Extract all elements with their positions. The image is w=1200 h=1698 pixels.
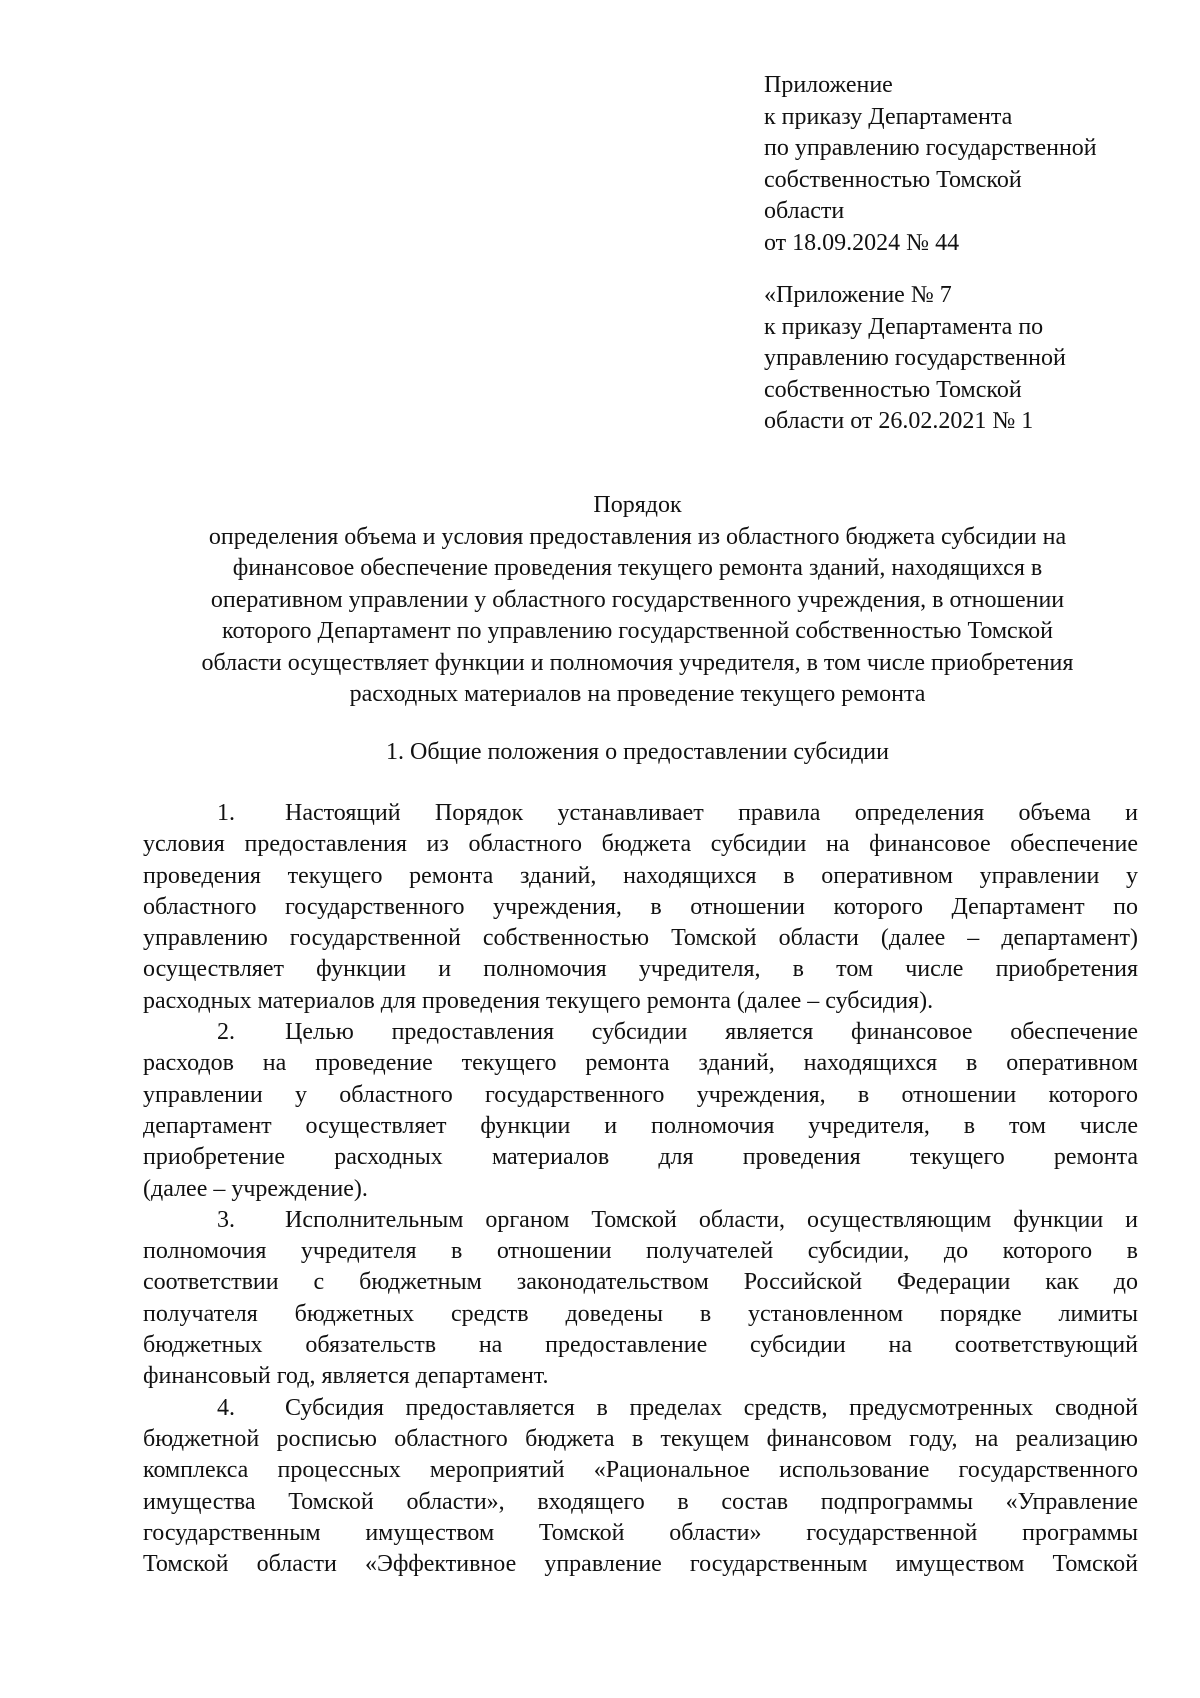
paragraph-3	[143, 1205, 1138, 1393]
paragraph-line: приобретение расходных материалов для проведения текущего ремонта	[143, 1144, 1138, 1171]
section-heading: 1. Общие положения о предоставлении субсидии	[386, 739, 889, 765]
paragraph-line: условия предоставления из областного бюджета субсидии на финансовое обеспечение	[143, 831, 1138, 858]
paragraph-line: полномочия учредителя в отношении получателей субсидии, до которого в	[143, 1238, 1138, 1265]
appendix-line: от 18.09.2024 № 44	[764, 229, 960, 256]
paragraph-line: проведения текущего ремонта зданий, находящихся в оперативном управлении у	[143, 862, 1138, 889]
paragraph-line: финансовый год, является департамент.	[143, 1363, 549, 1390]
appendix-line: собственностью Томской	[764, 166, 1022, 193]
paragraph-line: расходных материалов для проведения текущего ремонта (далее – субсидия).	[143, 987, 934, 1014]
paragraph-line: соответствии с бюджетным законодательством Российской Федерации как до	[143, 1269, 1138, 1296]
title-line: области осуществляет функции и полномочия учредителя, в том числе приобретения	[201, 649, 1074, 676]
paragraph-line: (далее – учреждение).	[143, 1175, 368, 1202]
title-line: финансовое обеспечение проведения текущего ремонта зданий, находящихся в	[232, 555, 1043, 581]
paragraph-number: 3.	[217, 1206, 235, 1233]
paragraph-line: областного государственного учреждения, в отношении которого Департамент по	[143, 893, 1138, 920]
paragraph-line: расходов на проведение текущего ремонта зданий, находящихся в оперативном	[143, 1050, 1138, 1077]
appendix-note-current-order	[764, 70, 1174, 259]
paragraph-line: управлении у областного государственного учреждения, в отношении которого	[143, 1081, 1138, 1108]
paragraph-line: государственным имуществом Томской области» государственной программы	[143, 1519, 1138, 1546]
appendix-line: «Приложение № 7	[764, 282, 952, 308]
title-line: оперативном управлении у областного государственного учреждения, в отношении	[210, 586, 1065, 613]
paragraph-number: 2.	[217, 1019, 235, 1046]
paragraph-line: Исполнительным органом Томской области, осуществляющим функции и	[285, 1206, 1138, 1233]
paragraph-line: имущества Томской области», входящего в состав подпрограммы «Управление	[143, 1488, 1138, 1515]
title-line: определения объема и условия предоставления из областного бюджета субсидии на	[208, 523, 1067, 550]
paragraph-1	[143, 798, 1138, 1017]
appendix-line: Приложение	[764, 72, 893, 98]
paragraph-4	[143, 1393, 1138, 1581]
paragraph-line: Субсидия предоставляется в пределах средств, предусмотренных сводной	[285, 1394, 1138, 1421]
title-line: которого Департамент по управлению государственной собственностью Томской	[222, 618, 1053, 644]
paragraph-line: бюджетной росписью областного бюджета в текущем финансовом году, на реализацию	[143, 1425, 1138, 1452]
paragraph-line: бюджетных обязательств на предоставление субсидии на соответствующий	[143, 1332, 1138, 1359]
paragraph-line: комплекса процессных мероприятий «Рациональное использование государственного	[143, 1457, 1138, 1484]
appendix-line: по управлению государственной	[764, 135, 1097, 161]
paragraph-line: управлению государственной собственностью Томской области (далее – департамент)	[143, 925, 1138, 952]
appendix-line: собственностью Томской	[764, 376, 1022, 403]
paragraph-line: департамент осуществляет функции и полномочия учредителя, в том числе	[143, 1112, 1138, 1139]
document-title	[140, 490, 1135, 711]
paragraph-number: 1.	[217, 800, 235, 826]
appendix-line: к приказу Департамента по	[764, 313, 1044, 340]
appendix-line: области от 26.02.2021 № 1	[764, 408, 1034, 434]
appendix-line: к приказу Департамента	[764, 103, 1013, 130]
paragraph-line: осуществляет функции и полномочия учредителя, в том числе приобретения	[143, 956, 1138, 983]
paragraph-line: Целью предоставления субсидии является финансовое обеспечение	[285, 1019, 1138, 1046]
paragraph-line: получателя бюджетных средств доведены в установленном порядке лимиты	[143, 1300, 1138, 1327]
appendix-note-original-order	[764, 280, 1174, 438]
paragraph-line: Настоящий Порядок устанавливает правила определения объема и	[285, 800, 1138, 826]
title-line: расходных материалов на проведение текущего ремонта	[349, 681, 926, 707]
appendix-line: управлению государственной	[764, 345, 1066, 371]
paragraph-2	[143, 1017, 1138, 1205]
paragraph-number: 4.	[217, 1394, 235, 1421]
document-body	[143, 798, 1138, 1580]
title-heading: Порядок	[593, 492, 682, 518]
paragraph-line: Томской области «Эффективное управление государственным имуществом Томской	[143, 1551, 1138, 1578]
appendix-line: области	[764, 198, 845, 224]
